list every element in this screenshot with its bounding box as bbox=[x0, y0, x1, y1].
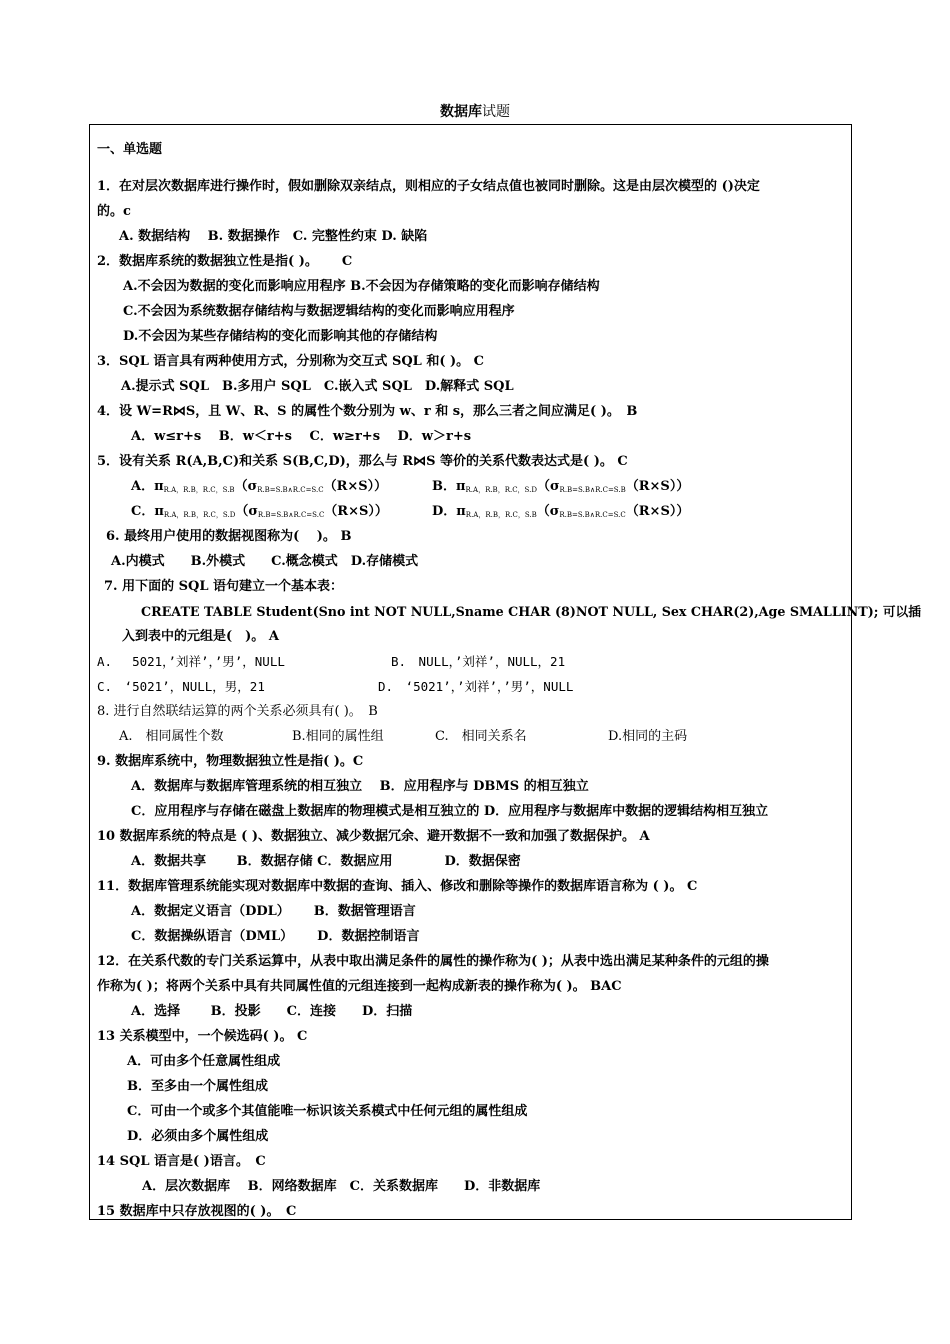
question-13-option-c: C．可由一个或多个其值能唯一标识该关系模式中任何元组的属性组成 bbox=[127, 1104, 528, 1119]
question-8-option-b: B.相同的属性组 bbox=[292, 729, 384, 744]
question-3-options: A.提示式 SQL B.多用户 SQL C.嵌入式 SQL D.解释式 SQL bbox=[121, 379, 514, 394]
question-10: 10 数据库系统的特点是 ( )、数据独立、减少数据冗余、避开数据不一致和加强了数据保护。 A bbox=[97, 829, 650, 844]
question-13-option-a: A．可由多个任意属性组成 bbox=[127, 1054, 281, 1069]
question-5-option-c: C．$\pi_{R.A,R.B,R.C,S.D}(\sigma_{R.B=S.B\wedge R.C=S.C}(R\times S))$ bbox=[131, 504, 388, 519]
question-7-option-d: D. ‘5021’，’刘祥’，’男’，NULL bbox=[378, 679, 574, 694]
question-11-option-ab: A．数据定义语言（DDL） B．数据管理语言 bbox=[131, 904, 416, 919]
question-12-cont: 作称为( )；将两个关系中具有共同属性值的元组连接到一起构成新表的操作称为( )。 BAC bbox=[97, 979, 622, 994]
question-11-option-cd: C．数据操纵语言（DML） D．数据控制语言 bbox=[131, 929, 420, 944]
question-13: 13 关系模型中，一个候选码( )。 C bbox=[97, 1029, 308, 1044]
question-13-option-b: B．至多由一个属性组成 bbox=[127, 1079, 268, 1094]
question-13-option-d: D．必须由多个属性组成 bbox=[127, 1129, 269, 1144]
question-9-option-cd: C．应用程序与存储在磁盘上数据库的物理模式是相互独立的 D．应用程序与数据库中数据的逻辑结构相互独立 bbox=[131, 804, 769, 819]
question-3: 3．SQL 语言具有两种使用方式，分别称为交互式 SQL 和( )。 C bbox=[97, 354, 485, 369]
question-2-option-ab: A.不会因为数据的变化而影响应用程序 B.不会因为存储策略的变化而影响存储结构 bbox=[123, 279, 600, 294]
question-7: 7. 用下面的 SQL 语句建立一个基本表： bbox=[104, 579, 344, 594]
question-15: 15 数据库中只存放视图的( )。 C bbox=[97, 1204, 297, 1219]
question-4-options: A．w≤r+s B．w＜r+s C．w≥r+s D．w＞r+s bbox=[131, 429, 472, 444]
question-9: 9. 数据库系统中，物理数据独立性是指( )。C bbox=[97, 754, 364, 769]
question-12-options: A．选择 B．投影 C．连接 D．扫描 bbox=[131, 1004, 413, 1019]
question-7-sql: CREATE TABLE Student(Sno int NOT NULL,Sname CHAR (8)NOT NULL, Sex CHAR(2),Age SMALLINT); 可以插 bbox=[141, 604, 921, 619]
question-7-option-a: A. 5021，’刘祥’，’男’，NULL bbox=[97, 654, 285, 669]
question-1-options: A. 数据结构 B. 数据操作 C. 完整性约束 D. 缺陷 bbox=[119, 229, 428, 244]
question-8-option-c: C. 相同关系名 bbox=[435, 729, 527, 744]
question-10-options: A．数据共享 B．数据存储 C．数据应用 D．数据保密 bbox=[131, 854, 521, 869]
question-2-option-d: D.不会因为某些存储结构的变化而影响其他的存储结构 bbox=[123, 329, 438, 344]
question-5-option-b: B．$\pi_{R.A,R.B,R.C,S.D}(\sigma_{R.B=S.B\wedge R.C=S.B}(R\times S))$ bbox=[432, 479, 690, 494]
question-7-option-c: C. ‘5021’，NULL，男，21 bbox=[97, 679, 265, 694]
question-7-cont: 入到表中的元组是( )。 A bbox=[122, 629, 279, 644]
question-14-options: A．层次数据库 B．网络数据库 C．关系数据库 D．非数据库 bbox=[142, 1179, 541, 1194]
question-8-option-a: A. 相同属性个数 bbox=[119, 729, 224, 744]
question-14: 14 SQL 语言是( )语言。 C bbox=[97, 1154, 266, 1169]
question-12: 12．在关系代数的专门关系运算中，从表中取出满足条件的属性的操作称为( )；从表中选出满足某种条件的元组的操 bbox=[97, 954, 769, 969]
question-2: 2．数据库系统的数据独立性是指( )。 C bbox=[97, 254, 353, 269]
question-5-option-a: A．$\pi_{R.A,R.B,R.C,S.B}(\sigma_{R.B=S.B\wedge R.C=S.C}(R\times S))$ bbox=[131, 479, 388, 494]
section-heading: 一、单选题 bbox=[97, 142, 163, 157]
question-5: 5．设有关系 R(A,B,C)和关系 S(B,C,D)，那么与 R⋈S 等价的关系代数表达式是( )。 C bbox=[97, 454, 628, 469]
question-6: 6. 最终用户使用的数据视图称为( )。 B bbox=[106, 529, 352, 544]
question-1: 1．在对层次数据库进行操作时，假如删除双亲结点，则相应的子女结点值也被同时删除。这是由层次模型的 ()决定 bbox=[97, 179, 760, 194]
question-7-option-b: B. NULL，’刘祥’，NULL，21 bbox=[391, 654, 566, 669]
question-4: 4．设 W=R⋈S，且 W、R、S 的属性个数分别为 w、r 和 s，那么三者之间应满足( )。 B bbox=[97, 404, 638, 419]
page-title: 数据库试题 bbox=[440, 104, 510, 120]
question-9-option-ab: A．数据库与数据库管理系统的相互独立 B．应用程序与 DBMS 的相互独立 bbox=[131, 779, 589, 794]
question-8-option-d: D.相同的主码 bbox=[608, 729, 688, 744]
question-8: 8. 进行自然联结运算的两个关系必须具有( )。 B bbox=[97, 704, 378, 719]
question-6-options: A.内模式 B.外模式 C.概念模式 D.存储模式 bbox=[111, 554, 419, 569]
question-2-option-c: C.不会因为系统数据存储结构与数据逻辑结构的变化而影响应用程序 bbox=[123, 304, 515, 319]
question-1-cont: 的。c bbox=[97, 204, 131, 219]
question-5-option-d: D．$\pi_{R.A,R.B,R.C,S.B}(\sigma_{R.B=S.B\wedge R.C=S.C}(R\times S))$ bbox=[432, 504, 690, 519]
question-11: 11．数据库管理系统能实现对数据库中数据的查询、插入、修改和删除等操作的数据库语言称为 ( )。 C bbox=[97, 879, 698, 894]
